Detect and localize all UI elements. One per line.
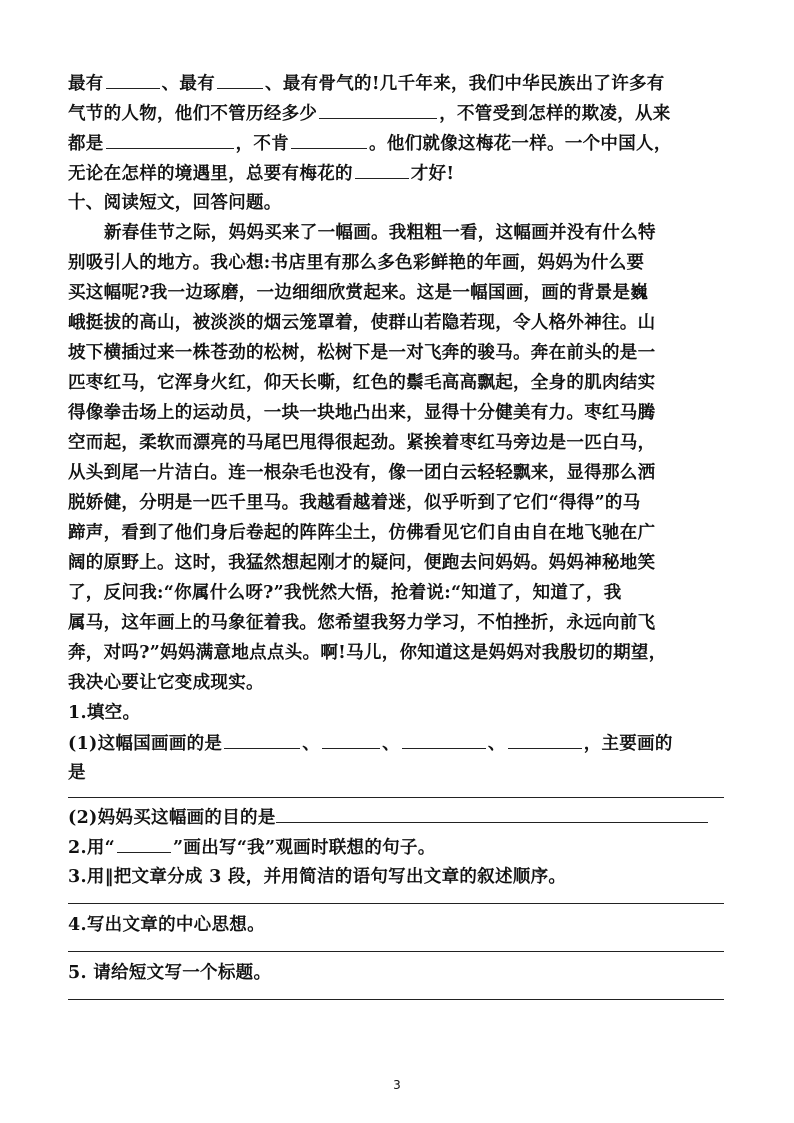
blank-field[interactable] xyxy=(224,728,300,749)
passage xyxy=(68,218,728,698)
answer-line[interactable] xyxy=(276,802,708,823)
question-1-1: (1)这幅国画画的是 、 、 、 ，主要画的 xyxy=(68,728,728,758)
fill-line-3: 都是 ，不肯 。他们就像这梅花一样。一个中国人， xyxy=(68,128,728,158)
passage-line: 别吸引人的地方。我心想:书店里有那么多色彩鲜艳的年画，妈妈为什么要 xyxy=(68,253,645,273)
blank-field[interactable] xyxy=(106,128,234,149)
worksheet-content xyxy=(68,68,728,1000)
question-4: 4.写出文章的中心思想。 xyxy=(68,915,265,935)
question-2: 2.用“ ”画出写“我”观画时联想的句子。 xyxy=(68,832,728,862)
passage-line: 买这幅呢?我一边琢磨，一边细细欣赏起来。这是一幅国画，画的背景是巍 xyxy=(68,283,649,303)
passage-line: 坡下横插过来一株苍劲的松树，松树下是一对飞奔的骏马。奔在前头的是一 xyxy=(68,343,656,363)
passage-line: 奔，对吗?”妈妈满意地点点头。啊!马儿，你知道这是妈妈对我殷切的期望， xyxy=(68,643,667,663)
passage-line: 属马，这年画上的马象征着我。您希望我努力学习，不怕挫折，永远向前飞 xyxy=(68,613,656,633)
blank-field[interactable] xyxy=(291,128,367,149)
passage-line: 峨挺拔的高山，被淡淡的烟云笼罩着，使群山若隐若现，令人格外神往。山 xyxy=(68,313,656,333)
question-5: 5. 请给短文写一个标题。 xyxy=(68,963,272,983)
page-number: 3 xyxy=(393,1078,401,1092)
underline-mark xyxy=(117,832,171,853)
passage-line: 空而起，柔软而漂亮的马尾巴甩得很起劲。紧挨着枣红马旁边是一匹白马， xyxy=(68,433,656,453)
passage-line: 了，反问我:“你属什么呀?”我恍然大悟，抢着说:“知道了，知道了，我 xyxy=(68,583,622,603)
passage-line: 脱娇健，分明是一匹千里马。我越看越着迷，似乎听到了它们“得得”的马 xyxy=(68,493,641,513)
passage-line: 蹄声，看到了他们身后卷起的阵阵尘土，仿佛看见它们自由自在地飞驰在广 xyxy=(68,523,656,543)
fill-line-1: 最有 、最有 、最有骨气的!几千年来，我们中华民族出了许多有 xyxy=(68,68,728,98)
passage-line: 新春佳节之际，妈妈买来了一幅画。我粗粗一看，这幅画并没有什么特 xyxy=(104,223,656,243)
blank-field[interactable] xyxy=(322,728,380,749)
passage-line: 从头到尾一片洁白。连一根杂毛也没有，像一团白云轻轻飘来，显得那么洒 xyxy=(68,463,656,483)
question-1-2: (2)妈妈买这幅画的目的是 xyxy=(68,802,728,832)
fill-line-2: 气节的人物，他们不管历经多少 ，不管受到怎样的欺凌，从来 xyxy=(68,98,728,128)
blank-field[interactable] xyxy=(355,158,409,179)
blank-field[interactable] xyxy=(217,68,263,89)
blank-field[interactable] xyxy=(319,98,437,119)
blank-field[interactable] xyxy=(402,728,486,749)
blank-field[interactable] xyxy=(508,728,582,749)
passage-line: 阔的原野上。这时，我猛然想起刚才的疑问，便跑去问妈妈。妈妈神秘地笑 xyxy=(68,553,656,573)
passage-line: 我决心要让它变成现实。 xyxy=(68,673,264,693)
answer-line[interactable] xyxy=(68,950,724,952)
answer-line[interactable] xyxy=(68,998,724,1000)
passage-line: 匹枣红马，它浑身火红，仰天长嘶，红色的鬃毛高高飘起，全身的肌肉结实 xyxy=(68,373,656,393)
answer-line[interactable] xyxy=(68,902,724,904)
answer-line[interactable] xyxy=(68,796,724,798)
section-title: 十、阅读短文，回答问题。 xyxy=(68,193,282,213)
fill-line-4: 无论在怎样的境遇里，总要有梅花的 才好! xyxy=(68,158,728,188)
passage-line: 得像拳击场上的运动员，一块一块地凸出来，显得十分健美有力。枣红马腾 xyxy=(68,403,656,423)
question-3: 3.用‖把文章分成 3 段，并用简洁的语句写出文章的叙述顺序。 xyxy=(68,867,567,887)
question-1-1-cont: 是 xyxy=(68,763,86,783)
question-1: 1.填空。 xyxy=(68,703,141,723)
blank-field[interactable] xyxy=(106,68,160,89)
